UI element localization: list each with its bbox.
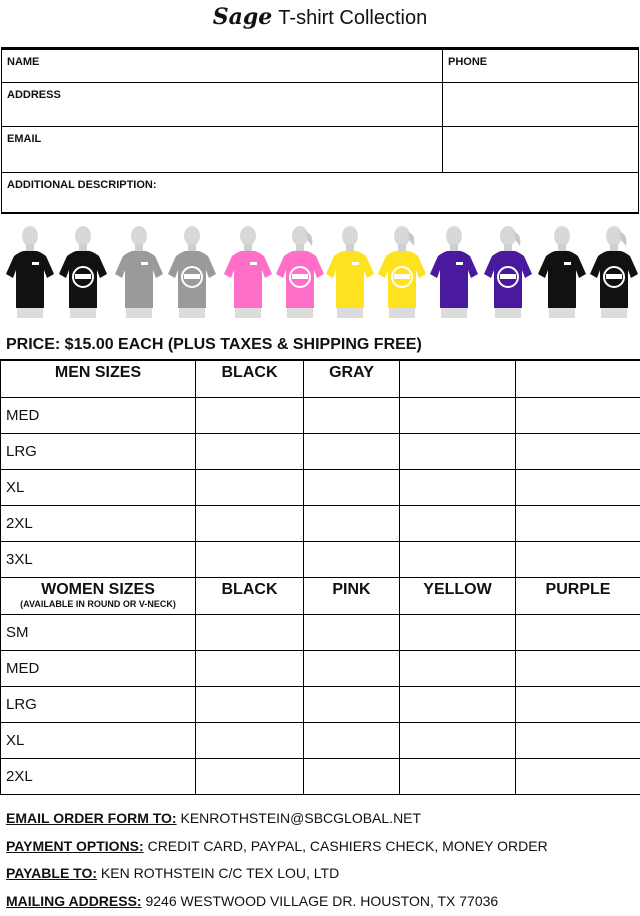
payment-label: PAYMENT OPTIONS:	[6, 838, 144, 854]
table-row	[1, 615, 640, 651]
quantity-cell[interactable]	[516, 470, 640, 506]
page-title	[0, 0, 640, 36]
size-label: XL	[1, 470, 196, 506]
quantity-cell[interactable]	[196, 651, 304, 687]
tshirt-model	[376, 222, 428, 330]
quantity-cell[interactable]	[196, 398, 304, 434]
tshirt-model	[222, 222, 274, 330]
email-order-line	[6, 810, 421, 826]
payment-line	[6, 838, 548, 854]
quantity-cell[interactable]	[516, 687, 640, 723]
tshirt-model	[588, 222, 640, 330]
size-label: LRG	[1, 434, 196, 470]
phone-field-2[interactable]	[443, 83, 639, 127]
tshirt-model	[113, 222, 165, 330]
size-label: MED	[1, 398, 196, 434]
women-color-header: PINK	[304, 578, 400, 615]
women-sizes-title: WOMEN SIZES	[41, 581, 155, 598]
email-field-2[interactable]	[443, 127, 639, 173]
table-row	[1, 470, 640, 506]
email-label: EMAIL	[7, 133, 42, 145]
quantity-cell[interactable]	[196, 759, 304, 795]
men-sizes-header: MEN SIZES	[1, 360, 196, 398]
table-row	[1, 398, 640, 434]
table-row	[1, 687, 640, 723]
contact-form	[1, 47, 639, 214]
size-label: XL	[1, 723, 196, 759]
email-order-link[interactable]: KENROTHSTEIN@SBCGLOBAL.NET	[176, 810, 422, 826]
quantity-cell[interactable]	[400, 615, 516, 651]
email-field[interactable]	[2, 127, 443, 173]
table-row	[1, 542, 640, 578]
name-label: NAME	[7, 56, 40, 68]
quantity-cell[interactable]	[304, 687, 400, 723]
quantity-cell[interactable]	[304, 759, 400, 795]
quantity-cell[interactable]	[304, 651, 400, 687]
women-sizes-subheader: (AVAILABLE IN ROUND OR V-NECK)	[20, 599, 176, 609]
size-label: LRG	[1, 687, 196, 723]
table-row	[1, 434, 640, 470]
quantity-cell[interactable]	[516, 651, 640, 687]
payable-label: PAYABLE TO:	[6, 865, 98, 881]
tshirt-model	[166, 222, 218, 330]
men-color-header	[516, 360, 640, 398]
quantity-cell[interactable]	[400, 398, 516, 434]
women-sizes-header	[1, 578, 196, 615]
table-row	[1, 651, 640, 687]
quantity-cell[interactable]	[516, 759, 640, 795]
address-field[interactable]	[2, 83, 443, 127]
brand-logo: Sage	[212, 4, 273, 30]
payable-line	[6, 865, 339, 881]
tshirt-model	[536, 222, 588, 330]
quantity-cell[interactable]	[196, 723, 304, 759]
size-label: 2XL	[1, 506, 196, 542]
men-color-header: BLACK	[196, 360, 304, 398]
quantity-cell[interactable]	[400, 506, 516, 542]
quantity-cell[interactable]	[304, 506, 400, 542]
quantity-cell[interactable]	[304, 542, 400, 578]
quantity-cell[interactable]	[196, 687, 304, 723]
size-label: SM	[1, 615, 196, 651]
quantity-cell[interactable]	[400, 470, 516, 506]
tshirt-model	[274, 222, 326, 330]
women-header-row	[1, 578, 640, 615]
quantity-cell[interactable]	[400, 651, 516, 687]
quantity-cell[interactable]	[400, 434, 516, 470]
quantity-cell[interactable]	[304, 398, 400, 434]
email-order-label: EMAIL ORDER FORM TO:	[6, 810, 177, 826]
mailing-value: 9246 WESTWOOD VILLAGE DR. HOUSTON, TX 77036	[141, 893, 499, 909]
shirt-gallery	[0, 222, 640, 330]
quantity-cell[interactable]	[196, 434, 304, 470]
table-row	[1, 506, 640, 542]
quantity-cell[interactable]	[516, 615, 640, 651]
quantity-cell[interactable]	[400, 687, 516, 723]
women-color-header: YELLOW	[400, 578, 516, 615]
mailing-label: MAILING ADDRESS:	[6, 893, 142, 909]
quantity-cell[interactable]	[400, 723, 516, 759]
address-label: ADDRESS	[7, 89, 61, 101]
quantity-cell[interactable]	[196, 542, 304, 578]
quantity-cell[interactable]	[516, 434, 640, 470]
men-color-header: GRAY	[304, 360, 400, 398]
tshirt-model	[482, 222, 534, 330]
size-label: MED	[1, 651, 196, 687]
payable-value: KEN ROTHSTEIN C/C TEX LOU, LTD	[97, 865, 340, 881]
men-color-header	[400, 360, 516, 398]
payment-value: CREDIT CARD, PAYPAL, CASHIERS CHECK, MONEY ORDER	[143, 838, 548, 854]
phone-label: PHONE	[448, 56, 488, 68]
description-field[interactable]	[2, 173, 638, 212]
women-color-header: BLACK	[196, 578, 304, 615]
quantity-cell[interactable]	[304, 723, 400, 759]
quantity-cell[interactable]	[304, 615, 400, 651]
quantity-cell[interactable]	[516, 542, 640, 578]
men-header-row	[1, 360, 640, 398]
table-row	[1, 759, 640, 795]
tshirt-model	[57, 222, 109, 330]
table-row	[1, 723, 640, 759]
quantity-cell[interactable]	[304, 470, 400, 506]
name-field[interactable]	[2, 50, 443, 83]
quantity-cell[interactable]	[196, 470, 304, 506]
quantity-cell[interactable]	[304, 434, 400, 470]
quantity-cell[interactable]	[516, 506, 640, 542]
women-color-header: PURPLE	[516, 578, 640, 615]
size-table	[0, 359, 640, 795]
quantity-cell[interactable]	[516, 723, 640, 759]
description-label: ADDITIONAL DESCRIPTION:	[7, 179, 157, 191]
price-text: PRICE: $15.00 EACH (PLUS TAXES & SHIPPING FREE)	[6, 336, 422, 353]
quantity-cell[interactable]	[400, 542, 516, 578]
size-label: 3XL	[1, 542, 196, 578]
quantity-cell[interactable]	[196, 615, 304, 651]
size-label: 2XL	[1, 759, 196, 795]
quantity-cell[interactable]	[196, 506, 304, 542]
tshirt-model	[324, 222, 376, 330]
title-text: T-shirt Collection	[278, 7, 428, 29]
tshirt-model	[428, 222, 480, 330]
mailing-line	[6, 893, 498, 909]
quantity-cell[interactable]	[400, 759, 516, 795]
quantity-cell[interactable]	[516, 398, 640, 434]
phone-field[interactable]	[443, 50, 639, 83]
tshirt-model	[4, 222, 56, 330]
